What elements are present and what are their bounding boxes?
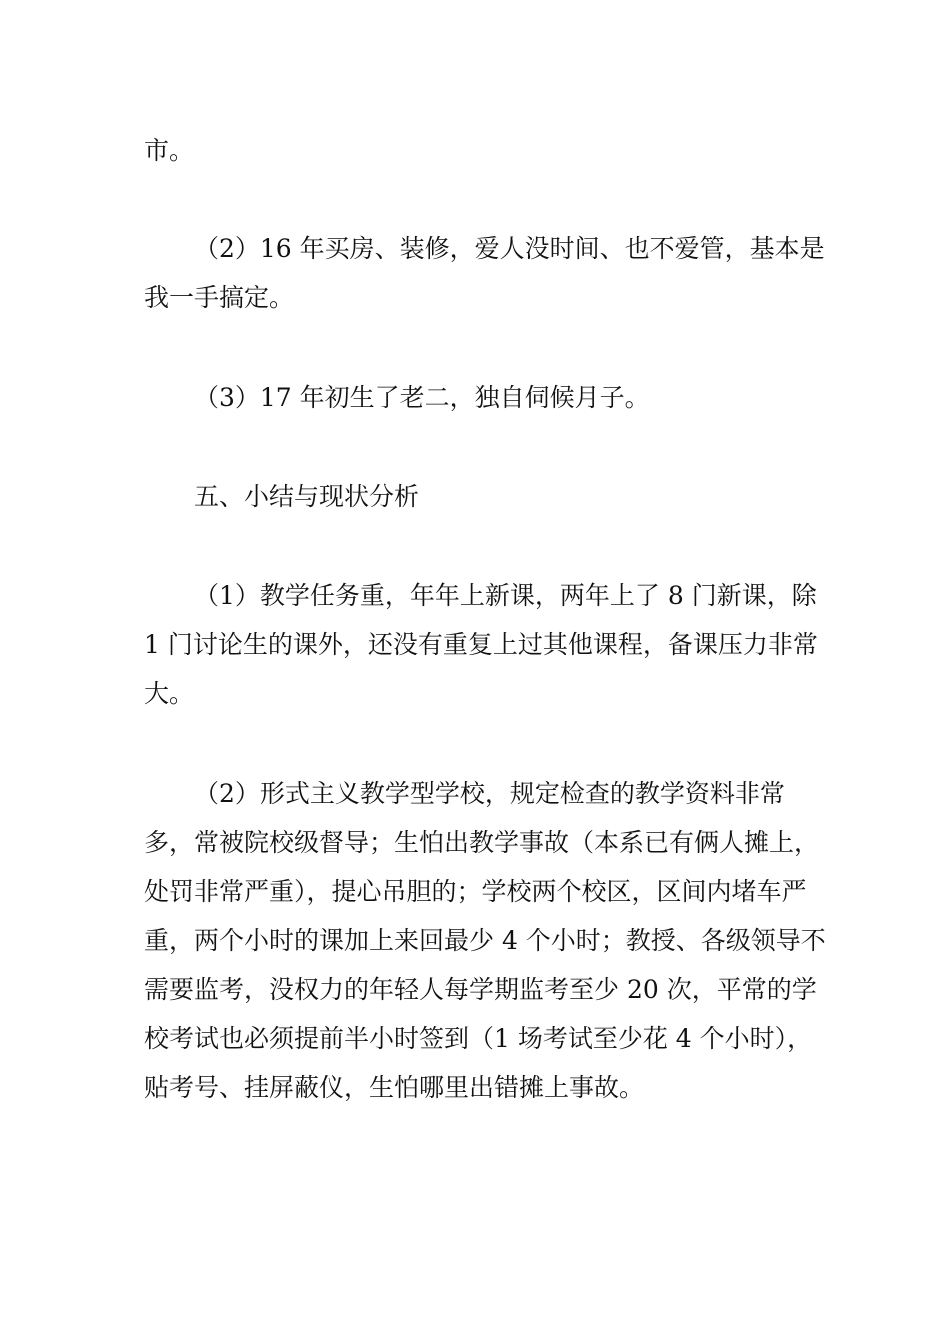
section-heading: 五、小结与现状分析 (194, 482, 420, 511)
paragraph-summary-2: （2）形式主义教学型学校，规定检查的教学资料非常多，常被院校级督导；生怕出教学事故（本系已有俩人摊上，处罚非常严重），提心吊胆的；学校两个校区，区间内堵车严重，两个小时的课加上来回最少 4 个小时；教授、各级领导不需要监考，没权力的年轻人每学期监考至少 20 次，平常的学校考试也必须提前半小时签到（1 场考试至少花 4 个小时），贴考号、挂屏蔽仪，生怕哪里出错摊上事故。 (144, 779, 826, 1102)
paragraph-item-2-house: （2）16 年买房、装修，爱人没时间、也不爱管，基本是我一手搞定。 (144, 234, 825, 312)
paragraph-summary-1: （1）教学任务重，年年上新课，两年上了 8 门新课，除 1 门讨论生的课外，还没有重复上过其他课程，备课压力非常大。 (144, 581, 818, 708)
paragraph-item-3-child: （3）17 年初生了老二，独自伺候月子。 (194, 383, 650, 412)
paragraph-continuation: 市。 (144, 136, 195, 165)
